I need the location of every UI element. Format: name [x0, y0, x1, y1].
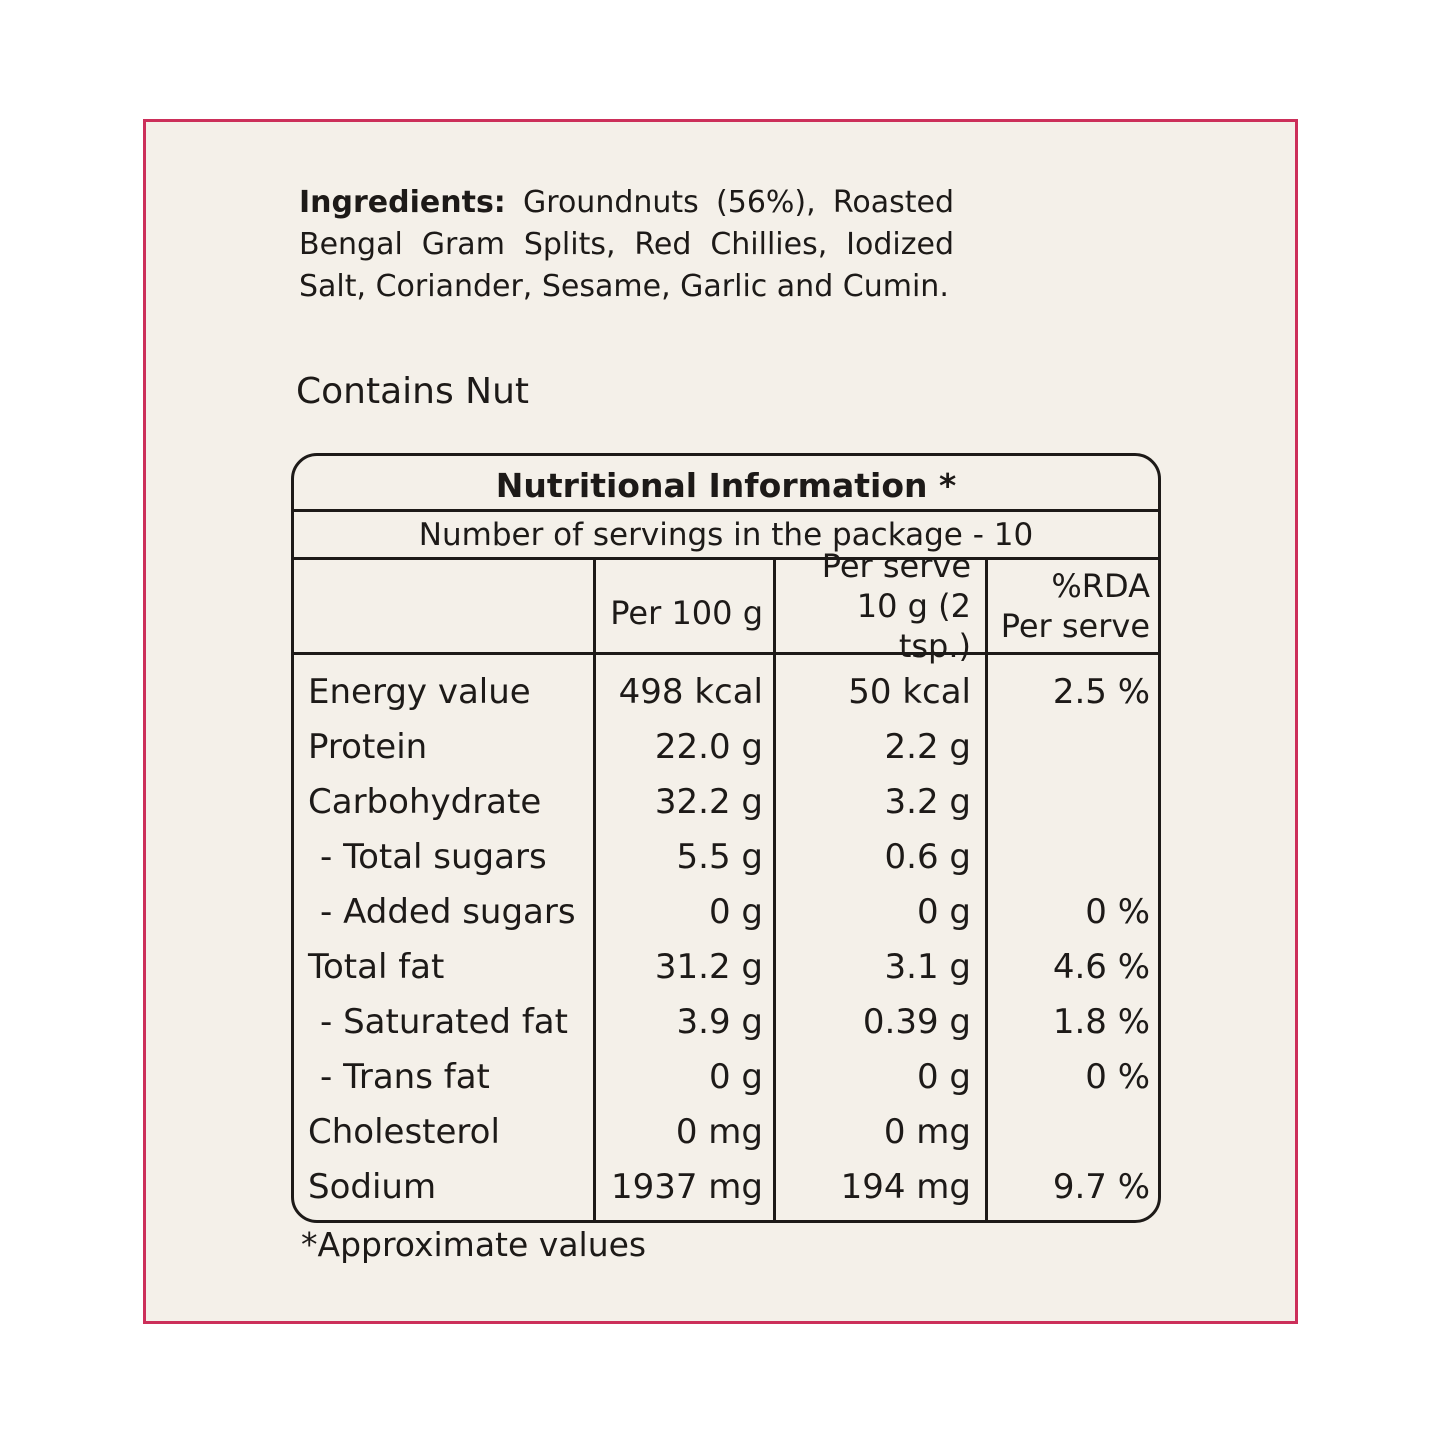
nutrient-name: Sodium [308, 1167, 437, 1207]
perserve-value: 0 g [916, 1057, 971, 1097]
ingredients-text: Groundnuts (56%), Roasted Bengal Gram Splits, Red Chillies, Iodized Salt, Coriander, Sesame, Garlic and Cumin. [299, 185, 954, 304]
header-per100-label: Per 100 g [610, 594, 763, 632]
header-per100 [596, 560, 776, 652]
perserve-value: 50 kcal [848, 672, 971, 712]
header-perserve-line1: Per serve [821, 547, 971, 585]
perserve-value: 3.1 g [884, 947, 971, 987]
header-rda-line1: %RDA [1051, 567, 1150, 605]
perserve-value: 0 g [916, 892, 971, 932]
servings-count: Number of servings in the package - 10 [294, 512, 1158, 560]
header-perserve-line2: 10 g (2 tsp.) [856, 587, 971, 665]
nutrient-name: - Total sugars [320, 837, 547, 877]
nutrient-name: Protein [308, 727, 428, 767]
nutrient-name: - Added sugars [320, 892, 576, 932]
rda-value: 9.7 % [1052, 1167, 1150, 1207]
header-rda-line2: Per serve [1000, 607, 1150, 645]
perserve-value: 0.6 g [884, 837, 971, 877]
nutrient-name: - Trans fat [320, 1057, 490, 1097]
nutrient-name: Total fat [308, 947, 445, 987]
column-nutrient [294, 655, 596, 1220]
table-body [294, 655, 1158, 1220]
rda-value [988, 830, 1150, 885]
column-per100 [596, 655, 776, 1220]
header-nutrient [294, 560, 596, 652]
perserve-value: 0.39 g [862, 1002, 971, 1042]
perserve-value: 0 mg [883, 1112, 971, 1152]
per100-value: 0 mg [675, 1112, 763, 1152]
nutrient-name: Cholesterol [308, 1112, 500, 1152]
rda-value [988, 720, 1150, 775]
column-rda [988, 655, 1158, 1220]
rda-value: 4.6 % [1052, 947, 1150, 987]
rda-value [988, 1105, 1150, 1160]
label-frame [143, 119, 1298, 1324]
nutrition-title: Nutritional Information * [294, 456, 1158, 512]
rda-value: 0 % [1085, 892, 1150, 932]
per100-value: 22.0 g [654, 727, 763, 767]
per100-value: 1937 mg [610, 1167, 763, 1207]
nutrient-name: Energy value [308, 672, 531, 712]
rda-value [988, 775, 1150, 830]
table-header-row [294, 547, 1158, 665]
rda-value: 0 % [1085, 1057, 1150, 1097]
per100-value: 498 kcal [618, 672, 763, 712]
per100-value: 5.5 g [676, 837, 763, 877]
nutrition-table [291, 453, 1161, 1223]
per100-value: 0 g [708, 892, 763, 932]
footnote: *Approximate values [301, 1225, 647, 1264]
ingredients-block [299, 182, 954, 308]
ingredients-heading: Ingredients: [299, 185, 506, 220]
header-perserve [776, 547, 988, 665]
per100-value: 0 g [708, 1057, 763, 1097]
header-rda [988, 560, 1158, 652]
allergen-notice: Contains Nut [296, 371, 530, 412]
per100-value: 32.2 g [654, 782, 763, 822]
nutrient-name: Carbohydrate [308, 782, 542, 822]
perserve-value: 3.2 g [884, 782, 971, 822]
per100-value: 3.9 g [676, 1002, 763, 1042]
column-perserve [776, 655, 988, 1220]
perserve-value: 194 mg [840, 1167, 971, 1207]
perserve-value: 2.2 g [884, 727, 971, 767]
rda-value: 2.5 % [1052, 672, 1150, 712]
nutrient-name: - Saturated fat [320, 1002, 568, 1042]
per100-value: 31.2 g [654, 947, 763, 987]
rda-value: 1.8 % [1052, 1002, 1150, 1042]
